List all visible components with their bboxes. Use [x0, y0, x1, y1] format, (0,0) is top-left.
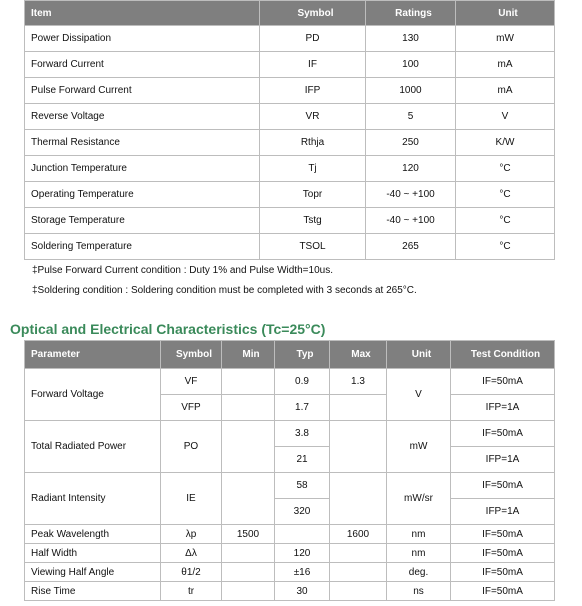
header-max: Max: [330, 341, 387, 369]
table-row: [25, 421, 555, 447]
typ-cell: ±16: [275, 563, 330, 582]
item-cell: Operating Temperature: [25, 182, 260, 208]
typ-cell: [275, 525, 330, 544]
min-cell: 1500: [222, 525, 275, 544]
table-row: [25, 544, 555, 563]
table-row: [25, 52, 555, 78]
parameter-cell: Rise Time: [25, 582, 161, 601]
unit-cell: V: [387, 369, 451, 421]
min-cell: [222, 369, 275, 395]
condition-cell: IF=50mA: [451, 473, 555, 499]
item-cell: Junction Temperature: [25, 156, 260, 182]
symbol-cell: tr: [161, 582, 222, 601]
item-cell: Pulse Forward Current: [25, 78, 260, 104]
unit-cell: °C: [456, 208, 555, 234]
parameter-cell: Half Width: [25, 544, 161, 563]
header-ratings: Ratings: [366, 1, 456, 26]
symbol-cell: VR: [260, 104, 366, 130]
table-row: [25, 525, 555, 544]
typ-cell: 21: [275, 447, 330, 473]
unit-cell: mA: [456, 52, 555, 78]
unit-cell: mW: [456, 26, 555, 52]
table-row: [25, 563, 555, 582]
unit-cell: °C: [456, 234, 555, 260]
symbol-cell: PD: [260, 26, 366, 52]
condition-cell: IFP=1A: [451, 499, 555, 525]
typ-cell: 30: [275, 582, 330, 601]
parameter-cell: Peak Wavelength: [25, 525, 161, 544]
symbol-cell: VFP: [161, 395, 222, 421]
max-cell: [330, 473, 387, 525]
typ-cell: 120: [275, 544, 330, 563]
typ-cell: 58: [275, 473, 330, 499]
header-min: Min: [222, 341, 275, 369]
table-row: [25, 369, 555, 395]
table-row: [25, 104, 555, 130]
ratings-header-row: [25, 1, 555, 26]
max-cell: 1.3: [330, 369, 387, 395]
condition-cell: IF=50mA: [451, 369, 555, 395]
symbol-cell: Δλ: [161, 544, 222, 563]
header-parameter: Parameter: [25, 341, 161, 369]
rating-cell: 250: [366, 130, 456, 156]
item-cell: Storage Temperature: [25, 208, 260, 234]
parameter-cell: Radiant Intensity: [25, 473, 161, 525]
soldering-note: ‡Soldering condition : Soldering condition must be completed with 3 seconds at 265°C.: [32, 285, 417, 296]
condition-cell: IF=50mA: [451, 525, 555, 544]
symbol-cell: θ1/2: [161, 563, 222, 582]
condition-cell: IF=50mA: [451, 582, 555, 601]
min-cell: [222, 473, 275, 525]
header-test-condition: Test Condition: [451, 341, 555, 369]
table-row: [25, 26, 555, 52]
max-cell: [330, 395, 387, 421]
unit-cell: nm: [387, 525, 451, 544]
rating-cell: -40 ~ +100: [366, 182, 456, 208]
condition-cell: IFP=1A: [451, 447, 555, 473]
condition-cell: IF=50mA: [451, 563, 555, 582]
symbol-cell: Rthja: [260, 130, 366, 156]
table-row: [25, 78, 555, 104]
header-item: Item: [25, 1, 260, 26]
table-row: [25, 182, 555, 208]
min-cell: [222, 421, 275, 473]
symbol-cell: IF: [260, 52, 366, 78]
symbol-cell: Tj: [260, 156, 366, 182]
item-cell: Soldering Temperature: [25, 234, 260, 260]
max-cell: [330, 421, 387, 473]
min-cell: [222, 582, 275, 601]
unit-cell: nm: [387, 544, 451, 563]
max-cell: [330, 582, 387, 601]
unit-cell: °C: [456, 182, 555, 208]
header-symbol: Symbol: [161, 341, 222, 369]
symbol-cell: PO: [161, 421, 222, 473]
parameter-cell: Viewing Half Angle: [25, 563, 161, 582]
rating-cell: -40 ~ +100: [366, 208, 456, 234]
unit-cell: V: [456, 104, 555, 130]
rating-cell: 1000: [366, 78, 456, 104]
rating-cell: 130: [366, 26, 456, 52]
symbol-cell: λp: [161, 525, 222, 544]
item-cell: Thermal Resistance: [25, 130, 260, 156]
symbol-cell: Topr: [260, 182, 366, 208]
unit-cell: mA: [456, 78, 555, 104]
unit-cell: mW/sr: [387, 473, 451, 525]
max-cell: 1600: [330, 525, 387, 544]
table-row: [25, 130, 555, 156]
unit-cell: deg.: [387, 563, 451, 582]
absolute-ratings-table: [24, 0, 555, 260]
header-symbol: Symbol: [260, 1, 366, 26]
condition-cell: IF=50mA: [451, 544, 555, 563]
rating-cell: 5: [366, 104, 456, 130]
table-row: [25, 234, 555, 260]
symbol-cell: VF: [161, 369, 222, 395]
typ-cell: 320: [275, 499, 330, 525]
table-row: [25, 208, 555, 234]
unit-cell: ns: [387, 582, 451, 601]
typ-cell: 1.7: [275, 395, 330, 421]
min-cell: [222, 544, 275, 563]
header-typ: Typ: [275, 341, 330, 369]
table-row: [25, 473, 555, 499]
unit-cell: K/W: [456, 130, 555, 156]
rating-cell: 100: [366, 52, 456, 78]
pulse-current-note: ‡Pulse Forward Current condition : Duty 1% and Pulse Width=10us.: [32, 265, 333, 276]
optical-characteristics-table: [24, 340, 555, 601]
condition-cell: IF=50mA: [451, 421, 555, 447]
min-cell: [222, 395, 275, 421]
header-unit: Unit: [456, 1, 555, 26]
symbol-cell: IE: [161, 473, 222, 525]
typ-cell: 0.9: [275, 369, 330, 395]
header-unit: Unit: [387, 341, 451, 369]
parameter-cell: Total Radiated Power: [25, 421, 161, 473]
item-cell: Forward Current: [25, 52, 260, 78]
typ-cell: 3.8: [275, 421, 330, 447]
item-cell: Power Dissipation: [25, 26, 260, 52]
rating-cell: 265: [366, 234, 456, 260]
symbol-cell: IFP: [260, 78, 366, 104]
symbol-cell: TSOL: [260, 234, 366, 260]
optical-header-row: [25, 341, 555, 369]
max-cell: [330, 544, 387, 563]
max-cell: [330, 563, 387, 582]
unit-cell: mW: [387, 421, 451, 473]
section-title: Optical and Electrical Characteristics (Tc=25°C): [10, 321, 326, 337]
symbol-cell: Tstg: [260, 208, 366, 234]
item-cell: Reverse Voltage: [25, 104, 260, 130]
min-cell: [222, 563, 275, 582]
unit-cell: °C: [456, 156, 555, 182]
rating-cell: 120: [366, 156, 456, 182]
parameter-cell: Forward Voltage: [25, 369, 161, 421]
condition-cell: IFP=1A: [451, 395, 555, 421]
table-row: [25, 582, 555, 601]
table-row: [25, 156, 555, 182]
